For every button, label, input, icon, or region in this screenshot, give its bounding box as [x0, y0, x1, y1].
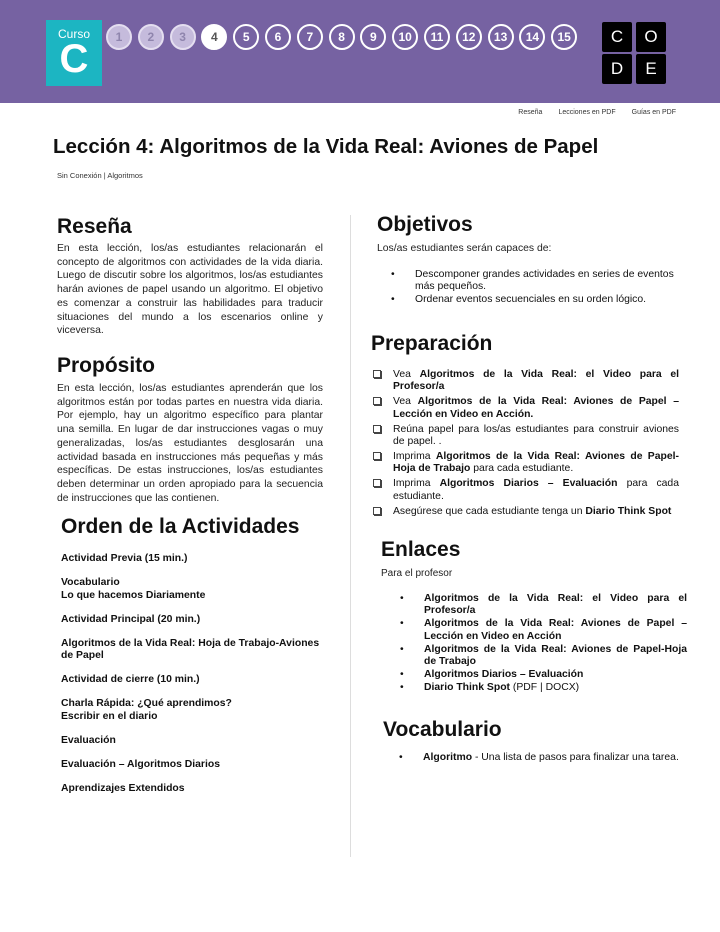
lesson-12-button[interactable]: 12 — [456, 24, 482, 50]
link-guias-pdf[interactable]: Guías en PDF — [631, 109, 676, 116]
prep-item — [371, 478, 679, 503]
link-item — [396, 682, 687, 695]
link-item-text: (PDF | DOCX) — [510, 681, 580, 693]
activity-item — [61, 783, 331, 796]
lesson-8-button[interactable]: 8 — [329, 24, 355, 50]
course-label: Curso — [57, 27, 90, 41]
activity-item — [61, 553, 331, 566]
prep-text: para cada estudiante. — [393, 478, 679, 502]
objective-item: • Descomponer grandes actividades en series de eventos más pequeños. — [387, 269, 682, 294]
checkbox-icon[interactable] — [373, 370, 381, 378]
course-letter: C — [59, 37, 89, 81]
section-heading: Preparación — [371, 332, 493, 355]
prep-text: Imprima — [393, 478, 440, 490]
prep-item — [371, 451, 679, 476]
prep-link[interactable]: Algoritmos de la Vida Real: Aviones de Papel-Hoja de Trabajo — [393, 450, 679, 475]
activity-line[interactable]: Actividad Previa (15 min.) — [61, 553, 188, 564]
activity-item — [61, 759, 331, 772]
prep-text: Imprima — [393, 450, 436, 462]
header-banner — [0, 0, 720, 103]
preparacion-section — [371, 331, 679, 520]
lesson-5-button[interactable]: 5 — [233, 24, 259, 50]
activity-item — [61, 577, 331, 602]
objective-item: • Ordenar eventos secuenciales en su orden lógico. — [387, 294, 682, 307]
link-item-link[interactable]: Algoritmos Diarios – Evaluación — [424, 668, 584, 680]
enlaces-section — [381, 537, 687, 694]
prep-link[interactable]: Algoritmos Diarios – Evaluación — [439, 478, 618, 490]
vocabulario-section — [383, 717, 688, 765]
prep-link[interactable]: Algoritmos de la Vida Real: el Video para el Profesor/a — [393, 369, 679, 393]
lesson-15-button[interactable]: 15 — [551, 24, 577, 50]
logo-letter: O — [636, 22, 666, 52]
prep-item — [371, 424, 679, 449]
activity-line[interactable]: Escribir en el diario — [61, 710, 158, 722]
activity-item — [61, 698, 331, 723]
checkbox-icon[interactable] — [373, 479, 381, 487]
lesson-6-button[interactable]: 6 — [265, 24, 291, 50]
lesson-1-button[interactable]: 1 — [106, 24, 132, 50]
activity-item — [61, 614, 331, 627]
checkbox-icon[interactable] — [373, 452, 381, 460]
proposito-section — [57, 353, 323, 505]
link-item — [396, 669, 687, 682]
link-item-link[interactable]: Algoritmos de la Vida Real: Aviones de Papel-Hoja de Trabajo — [424, 643, 687, 668]
activity-item — [61, 674, 331, 687]
checkbox-icon[interactable] — [373, 397, 381, 405]
prep-text: Vea — [393, 369, 420, 380]
page-title: Lección 4: Algoritmos de la Vida Real: Aviones de Papel — [53, 135, 599, 158]
checkbox-icon[interactable] — [373, 507, 381, 515]
prep-text: Reúna papel para los/as estudiantes para construir aviones de papel. . — [393, 423, 679, 448]
activity-line[interactable]: Evaluación – Algoritmos Diarios — [61, 758, 220, 770]
prep-text: para cada estudiante. — [470, 463, 574, 475]
column-divider — [350, 215, 351, 857]
link-item-link[interactable]: Algoritmos de la Vida Real: el Video para el Profesor/a — [424, 592, 687, 617]
lesson-3-button[interactable]: 3 — [170, 24, 196, 50]
vocab-item-text: - Una lista de pasos para finalizar una tarea. — [472, 752, 679, 763]
proposito-text: En esta lección, los/as estudiantes aprenderán que los algoritmos están por todas partes en nuestra vida diaria. Por ejemplo, hay un algoritmo específico para plantar una semilla. En lugar de dar instrucciones vagas o muy generalizadas, los/as estudiantes desglosarán una actividad basada en instrucciones más pequeñas y más específicas. De estas instrucciones, los/as estudiantes deben determinar un orden apropiado para la secuencia de instrucciones que las contienen. — [57, 383, 323, 504]
resena-text: En esta lección, los/as estudiantes relacionarán el concepto de algoritmos con actividades de la vida diaria. Luego de discutir sobre los algoritmos, los/as estudiantes harán aviones de papel usando un algoritmo. El objetivo es comenzar a construir las habilidades para traducir situaciones del mundo a los escenarios online y viceversa. — [57, 243, 323, 337]
objetivos-intro: Los/as estudiantes serán capaces de: — [377, 243, 552, 254]
prep-item — [371, 396, 679, 421]
link-resena[interactable]: Reseña — [518, 109, 543, 116]
prep-item — [371, 369, 679, 394]
lesson-9-button[interactable]: 9 — [360, 24, 386, 50]
logo-letter: C — [602, 22, 632, 52]
section-heading: Vocabulario — [383, 718, 502, 741]
top-links — [518, 109, 676, 116]
vocab-item-link[interactable]: Algoritmo — [423, 752, 473, 763]
activity-line[interactable]: Vocabulario — [61, 577, 120, 588]
activity-line[interactable]: Actividad de cierre (10 min.) — [61, 674, 200, 685]
lesson-14-button[interactable]: 14 — [519, 24, 545, 50]
logo-letter: D — [602, 54, 632, 84]
vocab-item — [395, 752, 688, 765]
prep-item — [371, 506, 679, 518]
lesson-10-button[interactable]: 10 — [392, 24, 418, 50]
link-lecciones-pdf[interactable]: Lecciones en PDF — [558, 109, 616, 116]
logo-letter: E — [636, 54, 666, 84]
section-heading: Enlaces — [381, 538, 461, 561]
section-heading: Orden de la Actividades — [61, 515, 300, 538]
prep-text: Vea — [393, 396, 418, 408]
activity-item — [61, 735, 331, 748]
activity-line[interactable]: Lo que hacemos Diariamente — [61, 589, 206, 601]
activity-line[interactable]: Actividad Principal (20 min.) — [61, 613, 201, 625]
activity-line[interactable]: Algoritmos de la Vida Real: Hoja de Trabajo-Aviones de Papel — [61, 637, 320, 661]
prep-link[interactable]: Diario Think Spot — [585, 505, 672, 517]
orden-section — [61, 514, 331, 807]
activity-line[interactable]: Aprendizajes Extendidos — [61, 782, 185, 794]
section-heading: Propósito — [57, 354, 155, 377]
activity-line[interactable]: Charla Rápida: ¿Qué aprendimos? — [61, 698, 232, 709]
link-item — [396, 593, 687, 618]
prep-link[interactable]: Algoritmos de la Vida Real: Aviones de Papel – Lección en Video en Acción. — [393, 396, 679, 420]
lesson-11-button[interactable]: 11 — [424, 24, 450, 50]
lesson-2-button[interactable]: 2 — [138, 24, 164, 50]
course-badge[interactable] — [46, 20, 102, 86]
prep-text: Asegúrese que cada estudiante tenga un — [393, 505, 586, 517]
link-item — [396, 618, 687, 643]
lesson-13-button[interactable]: 13 — [488, 24, 514, 50]
section-heading: Reseña — [57, 215, 132, 238]
activity-line[interactable]: Evaluación — [61, 734, 116, 746]
link-item-link[interactable]: Algoritmos de la Vida Real: Aviones de Papel – Lección en Video en Acción — [424, 618, 687, 642]
enlaces-intro: Para el profesor — [381, 568, 453, 579]
objetivos-section — [377, 212, 682, 307]
checkbox-icon[interactable] — [373, 425, 381, 433]
lesson-4-button[interactable]: 4 — [201, 24, 227, 50]
link-item-link[interactable]: Diario Think Spot — [424, 681, 511, 693]
section-heading: Objetivos — [377, 213, 473, 236]
resena-section — [57, 214, 323, 338]
link-item — [396, 644, 687, 669]
breadcrumb: Sin Conexión | Algoritmos — [57, 171, 143, 180]
activity-item — [61, 638, 331, 663]
lesson-7-button[interactable]: 7 — [297, 24, 323, 50]
